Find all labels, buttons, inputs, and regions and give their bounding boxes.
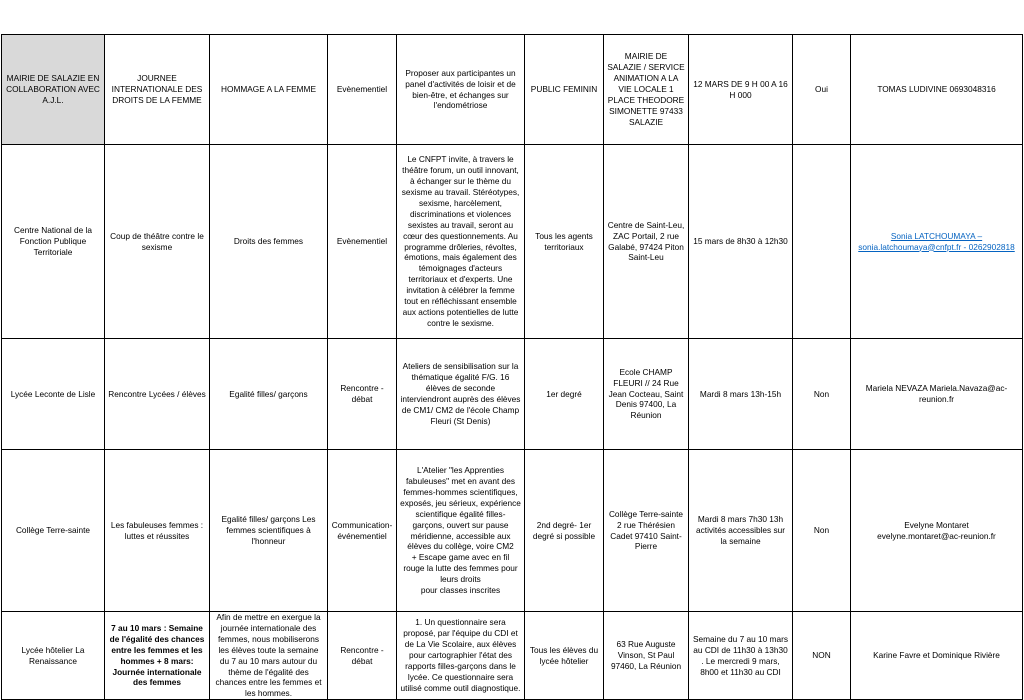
cell-evenement: 7 au 10 mars : Semaine de l'égalité des chances entre les femmes et les hommes + 8 mars: Journée internationale des femmes: [105, 612, 210, 700]
cell-ouvert: Oui: [793, 35, 851, 145]
cell-theme: Droits des femmes: [210, 145, 328, 339]
table-row: [2, 339, 1023, 450]
cell-type: Evènementiel: [328, 145, 397, 339]
cell-ouvert: Non: [793, 450, 851, 612]
cell-theme: Afin de mettre en exergue la journée internationale des femmes, nous mobiliserons les élèves toute la semaine du 7 au 10 mars autour du thème de l'égalité des chances entre les femmes et les hommes.: [210, 612, 328, 700]
cell-description: 1. Un questionnaire sera proposé, par l'équipe du CDI et de La Vie Scolaire, aux élèves pour cartographier l'état des rapports filles-garçons dans le lycée. Ce questionnaire sera utilisé comme outil diagnostique.: [397, 612, 525, 700]
table-row: [2, 612, 1023, 700]
cell-date: Mardi 8 mars 13h-15h: [689, 339, 793, 450]
cell-organisateur: MAIRIE DE SALAZIE EN COLLABORATION AVEC A.J.L.: [2, 35, 105, 145]
cell-organisateur: Lycée hôtelier La Renaissance: [2, 612, 105, 700]
table-row: [2, 35, 1023, 145]
cell-evenement: Les fabuleuses femmes : luttes et réussites: [105, 450, 210, 612]
cell-ouvert: Non: [793, 339, 851, 450]
cell-evenement: Coup de théâtre contre le sexisme: [105, 145, 210, 339]
cell-evenement: Rencontre Lycées / élèves: [105, 339, 210, 450]
cell-evenement: JOURNEE INTERNATIONALE DES DROITS DE LA FEMME: [105, 35, 210, 145]
cell-ouvert: [793, 145, 851, 339]
cell-contact: Mariela NEVAZA Mariela.Navaza@ac-reunion.fr: [851, 339, 1023, 450]
cell-description: Le CNFPT invite, à travers le théâtre forum, un outil innovant, à échanger sur le thème du sexisme au travail. Stéréotypes, sexisme, harcèlement, discriminations et violences sexistes au travail, seront au cœur des questionnements. Au programme drôleries, révoltes, émotions, mais également des témoignages d'acteurs territoriaux et d'experts. Une invitation à célébrer la femme tout en réfléchissant ensemble aux actions potentielles de lutte contre le sexisme.: [397, 145, 525, 339]
cell-lieu: 63 Rue Auguste Vinson, St Paul 97460, La Réunion: [604, 612, 689, 700]
cell-contact: Karine Favre et Dominique Rivière: [851, 612, 1023, 700]
cell-type: Rencontre - débat: [328, 612, 397, 700]
cell-public: Tous les élèves du lycée hôtelier: [525, 612, 604, 700]
contact-name: Evelyne Montaret: [904, 519, 969, 530]
cell-date: 15 mars de 8h30 à 12h30: [689, 145, 793, 339]
table-row: [2, 450, 1023, 612]
cell-type: Communication-événementiel: [328, 450, 397, 612]
description-line: pour classes inscrites: [420, 585, 501, 596]
cell-organisateur: Collège Terre-sainte: [2, 450, 105, 612]
cell-lieu: Collège Terre-sainte 2 rue Thérésien Cadet 97410 Saint-Pierre: [604, 450, 689, 612]
cell-date: Semaine du 7 au 10 mars au CDI de 11h30 à 13h30 . Le mercredi 9 mars, 8h00 et 11h30 au CDI: [689, 612, 793, 700]
cell-contact: [851, 145, 1023, 339]
contact-email-link[interactable]: Sonia LATCHOUMAYA – sonia.latchoumaya@cnfpt.fr - 0262902818: [858, 230, 1015, 252]
cell-lieu: Centre de Saint-Leu, ZAC Portail, 2 rue Galabé, 97424 Piton Saint-Leu: [604, 145, 689, 339]
description-line: L'Atelier "les Apprenties fabuleuses" met en avant des femmes-hommes scientifiques, exposés, jeu sérieux, expérience scientifique égalité filles-garçons, ouvert sur pause méridienne, accessible aux élèves du collège, voire CM2: [400, 465, 521, 552]
cell-public: Tous les agents territoriaux: [525, 145, 604, 339]
cell-contact: TOMAS LUDIVINE 0693048316: [851, 35, 1023, 145]
cell-organisateur: Centre National de la Fonction Publique Territoriale: [2, 145, 105, 339]
cell-theme: HOMMAGE A LA FEMME: [210, 35, 328, 145]
cell-theme: Egalité filles/ garçons Les femmes scientifiques à l'honneur: [210, 450, 328, 612]
cell-description: [397, 450, 525, 612]
cell-theme: Egalité filles/ garçons: [210, 339, 328, 450]
table-row: [2, 145, 1023, 339]
cell-public: 2nd degré- 1er degré si possible: [525, 450, 604, 612]
description-line: + Escape game avec en fil rouge la lutte des femmes pour leurs droits: [403, 552, 518, 585]
cell-public: PUBLIC FEMININ: [525, 35, 604, 145]
cell-type: Rencontre - débat: [328, 339, 397, 450]
cell-date: 12 MARS DE 9 H 00 A 16 H 000: [689, 35, 793, 145]
events-table: [1, 34, 1023, 700]
cell-date: Mardi 8 mars 7h30 13h activités accessibles sur la semaine: [689, 450, 793, 612]
cell-contact: [851, 450, 1023, 612]
cell-lieu: MAIRIE DE SALAZIE / SERVICE ANIMATION A LA VIE LOCALE 1 PLACE THEODORE SIMONETTE 97433 SALAZIE: [604, 35, 689, 145]
cell-type: Evènementiel: [328, 35, 397, 145]
cell-organisateur: Lycée Leconte de Lisle: [2, 339, 105, 450]
cell-lieu: Ecole CHAMP FLEURI // 24 Rue Jean Cocteau, Saint Denis 97400, La Réunion: [604, 339, 689, 450]
cell-description: Ateliers de sensibilisation sur la thématique égalité F/G. 16 élèves de seconde interviendront auprès des élèves de CM1/ CM2 de l'école Champ Fleuri (St Denis): [397, 339, 525, 450]
cell-description: Proposer aux participantes un panel d'activités de loisir et de bien-être, et échanges sur l'endométriose: [397, 35, 525, 145]
cell-public: 1er degré: [525, 339, 604, 450]
cell-ouvert: NON: [793, 612, 851, 700]
contact-email: evelyne.montaret@ac-reunion.fr: [877, 530, 996, 541]
